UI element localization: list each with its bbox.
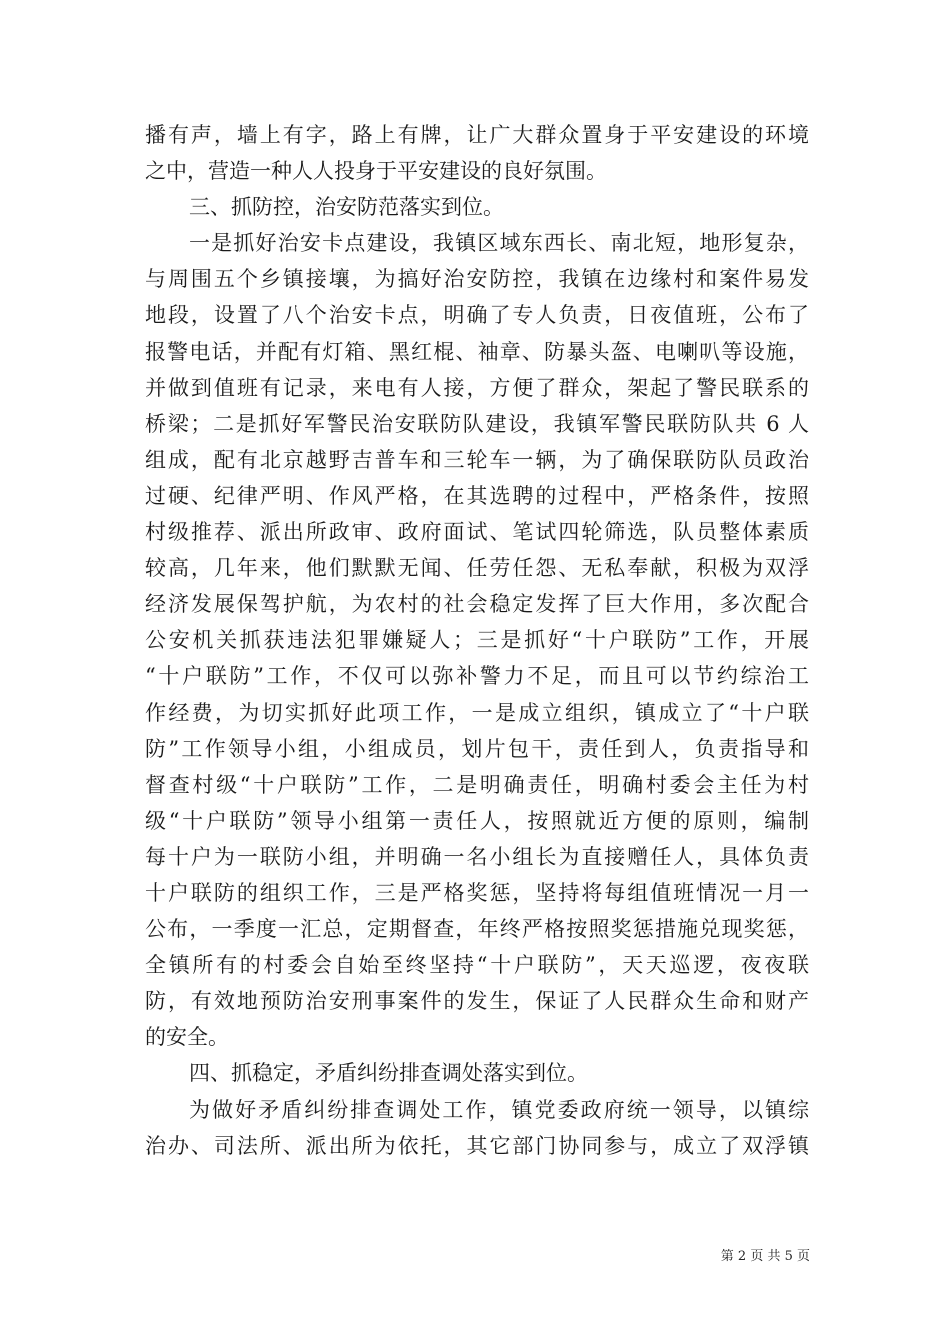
text-line: 全镇所有的村委会自始至终坚持“十户联防”，天天巡逻，夜夜联	[145, 953, 809, 978]
text-line: 十户联防的组织工作，三是严格奖惩，坚持将每组值班情况一月一	[145, 880, 809, 905]
text-line: 桥梁；二是抓好军警民治安联防队建设，我镇军警民联防队共 6 人	[145, 411, 809, 436]
text-line: 村级推荐、派出所政审、政府面试、笔试四轮筛选，队员整体素质	[145, 520, 809, 545]
text-line: 较高，几年来，他们默默无闻、任劳任怨、无私奉献，积极为双浮	[145, 556, 809, 581]
text-line: 为做好矛盾纠纷排查调处工作，镇党委政府统一领导，以镇综	[189, 1097, 809, 1122]
text-line: 并做到值班有记录，来电有人接，方便了群众，架起了警民联系的	[145, 375, 809, 400]
text-line: 四、抓稳定，矛盾纠纷排查调处落实到位。	[189, 1061, 588, 1086]
text-line: 之中，营造一种人人投身于平安建设的良好氛围。	[145, 159, 607, 184]
text-line: 播有声，墙上有字，路上有牌，让广大群众置身于平安建设的环境	[145, 123, 809, 147]
text-line: 公安机关抓获违法犯罪嫌疑人；三是抓好“十户联防”工作，开展	[145, 628, 809, 653]
text-line: 与周围五个乡镇接壤，为搞好治安防控，我镇在边缘村和案件易发	[145, 267, 809, 292]
text-line: 防，有效地预防治安刑事案件的发生，保证了人民群众生命和财产	[145, 989, 809, 1014]
text-line: 地段，设置了八个治安卡点，明确了专人负责，日夜值班，公布了	[145, 303, 809, 328]
text-line: 组成，配有北京越野吉普车和三轮车一辆，为了确保联防队员政治	[145, 447, 809, 472]
text-line: 过硬、纪律严明、作风严格，在其选聘的过程中，严格条件，按照	[145, 483, 809, 508]
text-line: 防”工作领导小组，小组成员，划片包干，责任到人，负责指导和	[145, 736, 809, 761]
text-line: 公布，一季度一汇总，定期督查，年终严格按照奖惩措施兑现奖惩，	[145, 917, 809, 942]
text-line: 一是抓好治安卡点建设，我镇区域东西长、南北短，地形复杂，	[189, 231, 809, 256]
text-line: 每十户为一联防小组，并明确一名小组长为直接赠任人，具体负责	[145, 844, 809, 869]
text-line: 治办、司法所、派出所为依托，其它部门协同参与，成立了双浮镇	[145, 1133, 809, 1158]
text-line: “十户联防”工作，不仅可以弥补警力不足，而且可以节约综治工	[145, 664, 809, 689]
page-number-footer: 第 2 页 共 5 页	[720, 1249, 810, 1264]
text-line: 督查村级“十户联防”工作，二是明确责任，明确村委会主任为村	[145, 772, 809, 797]
text-line: 经济发展保驾护航，为农村的社会稳定发挥了巨大作用，多次配合	[145, 592, 809, 617]
text-line: 级“十户联防”领导小组第一责任人，按照就近方便的原则，编制	[145, 808, 809, 833]
text-line: 三、抓防控，治安防范落实到位。	[189, 195, 504, 220]
text-line: 的安全。	[145, 1025, 229, 1050]
document-body	[145, 117, 809, 1164]
text-line: 作经费，为切实抓好此项工作，一是成立组织，镇成立了“十户联	[145, 700, 809, 725]
text-line: 报警电话，并配有灯箱、黑红棍、袖章、防暴头盔、电喇叭等设施，	[145, 339, 809, 364]
